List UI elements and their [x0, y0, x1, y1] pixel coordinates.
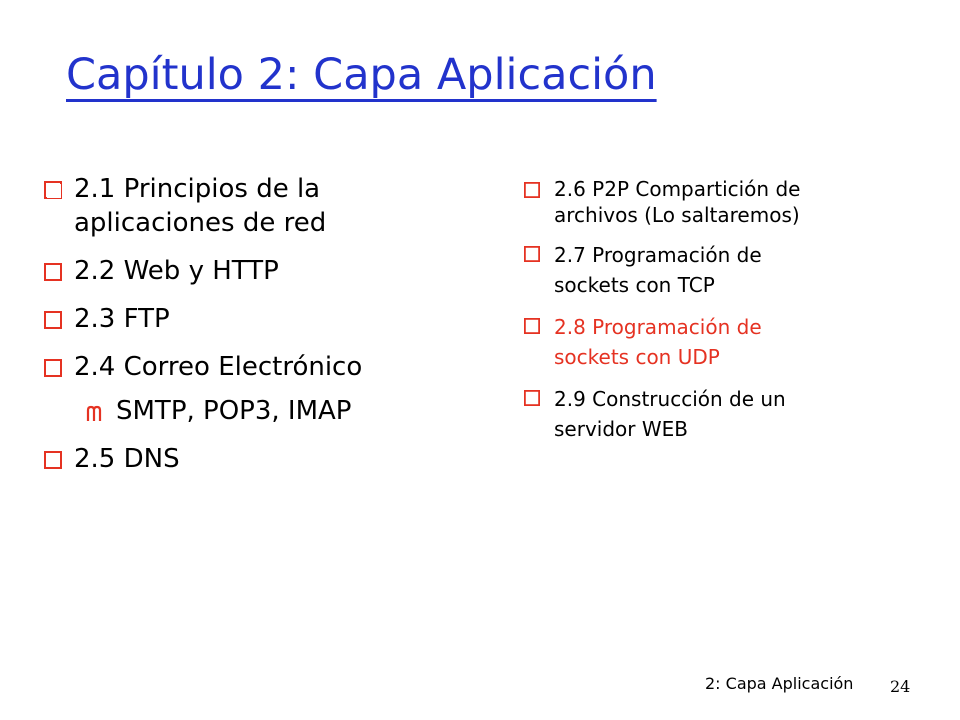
right-topic-list	[524, 176, 954, 456]
checkbox-bullet-icon	[44, 451, 62, 469]
item-line: 2.7 Programación de	[554, 243, 762, 267]
item-line: 2.3 FTP	[74, 304, 170, 334]
item-line: 2.6 P2P Compartición de	[554, 177, 801, 201]
list-item	[524, 176, 954, 228]
list-item	[44, 254, 484, 288]
checkbox-bullet-icon	[44, 359, 62, 377]
checkbox-bullet-icon	[524, 390, 540, 406]
item-line: 2.5 DNS	[74, 444, 180, 474]
checkbox-bullet-icon	[44, 181, 62, 199]
item-line: sockets con UDP	[554, 345, 720, 369]
footer-chapter-label: 2: Capa Aplicación	[705, 674, 854, 693]
item-line: servidor WEB	[554, 417, 688, 441]
list-item	[44, 350, 484, 384]
list-item	[44, 302, 484, 336]
list-item-highlighted	[524, 312, 954, 372]
list-item	[524, 240, 954, 300]
item-line: archivos (Lo saltaremos)	[554, 203, 800, 227]
item-line: 2.8 Programación de	[554, 315, 762, 339]
item-line: aplicaciones de red	[74, 208, 327, 238]
checkbox-bullet-icon	[524, 182, 540, 198]
item-line: 2.2 Web y HTTP	[74, 256, 279, 286]
item-line: sockets con TCP	[554, 273, 715, 297]
checkbox-bullet-icon	[524, 246, 540, 262]
checkbox-bullet-icon	[524, 318, 540, 334]
left-topic-list	[44, 172, 484, 490]
sub-list-item	[44, 394, 484, 428]
list-item	[44, 442, 484, 476]
item-line: 2.4 Correo Electrónico	[74, 352, 363, 382]
item-line: 2.1 Principios de la	[74, 174, 321, 204]
list-item	[524, 384, 954, 444]
item-line: 2.9 Construcción de un	[554, 387, 786, 411]
page-number: 24	[890, 677, 911, 696]
item-line: SMTP, POP3, IMAP	[116, 396, 352, 426]
checkbox-bullet-icon	[44, 311, 62, 329]
slide-title: Capítulo 2: Capa Aplicación	[66, 50, 657, 100]
checkbox-bullet-icon	[44, 263, 62, 281]
m-bullet-icon	[86, 404, 104, 422]
list-item	[44, 172, 484, 240]
